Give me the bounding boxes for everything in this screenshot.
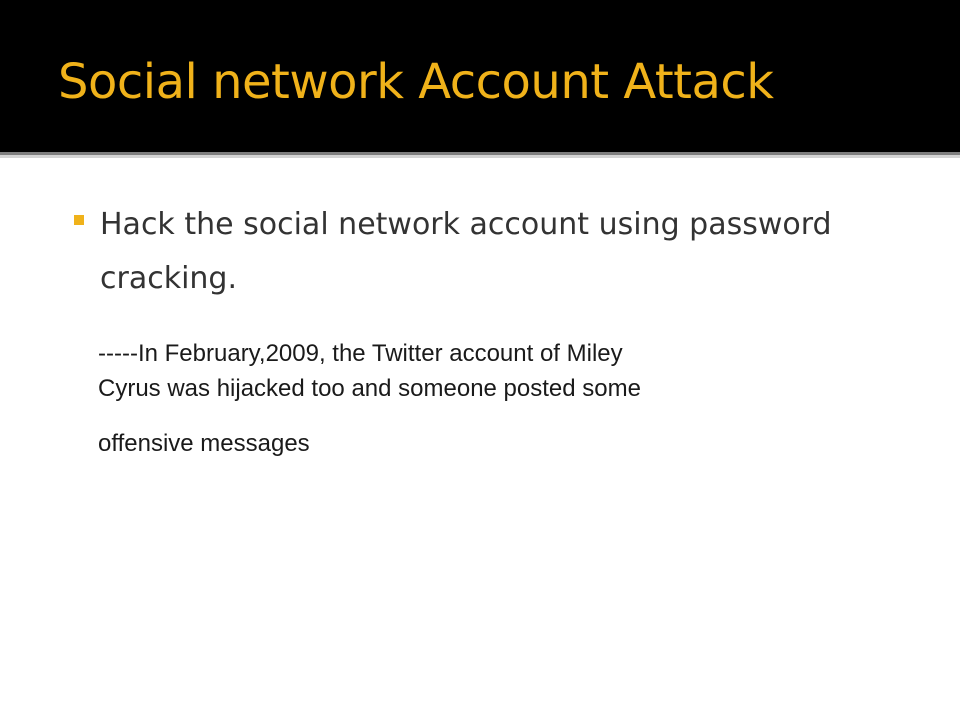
bullet-square-icon xyxy=(74,215,84,225)
note-line: offensive messages xyxy=(98,430,310,457)
note-paragraph xyxy=(98,336,838,461)
bullet-text: Hack the social network account using password cracking. xyxy=(100,207,832,296)
slide-title: Social network Account Attack xyxy=(58,54,774,110)
note-line: -----In February,2009, the Twitter account of Miley xyxy=(98,340,623,367)
title-band xyxy=(0,0,960,152)
title-divider-light xyxy=(0,155,960,158)
note-line: Cyrus was hijacked too and someone posted some xyxy=(98,375,641,402)
